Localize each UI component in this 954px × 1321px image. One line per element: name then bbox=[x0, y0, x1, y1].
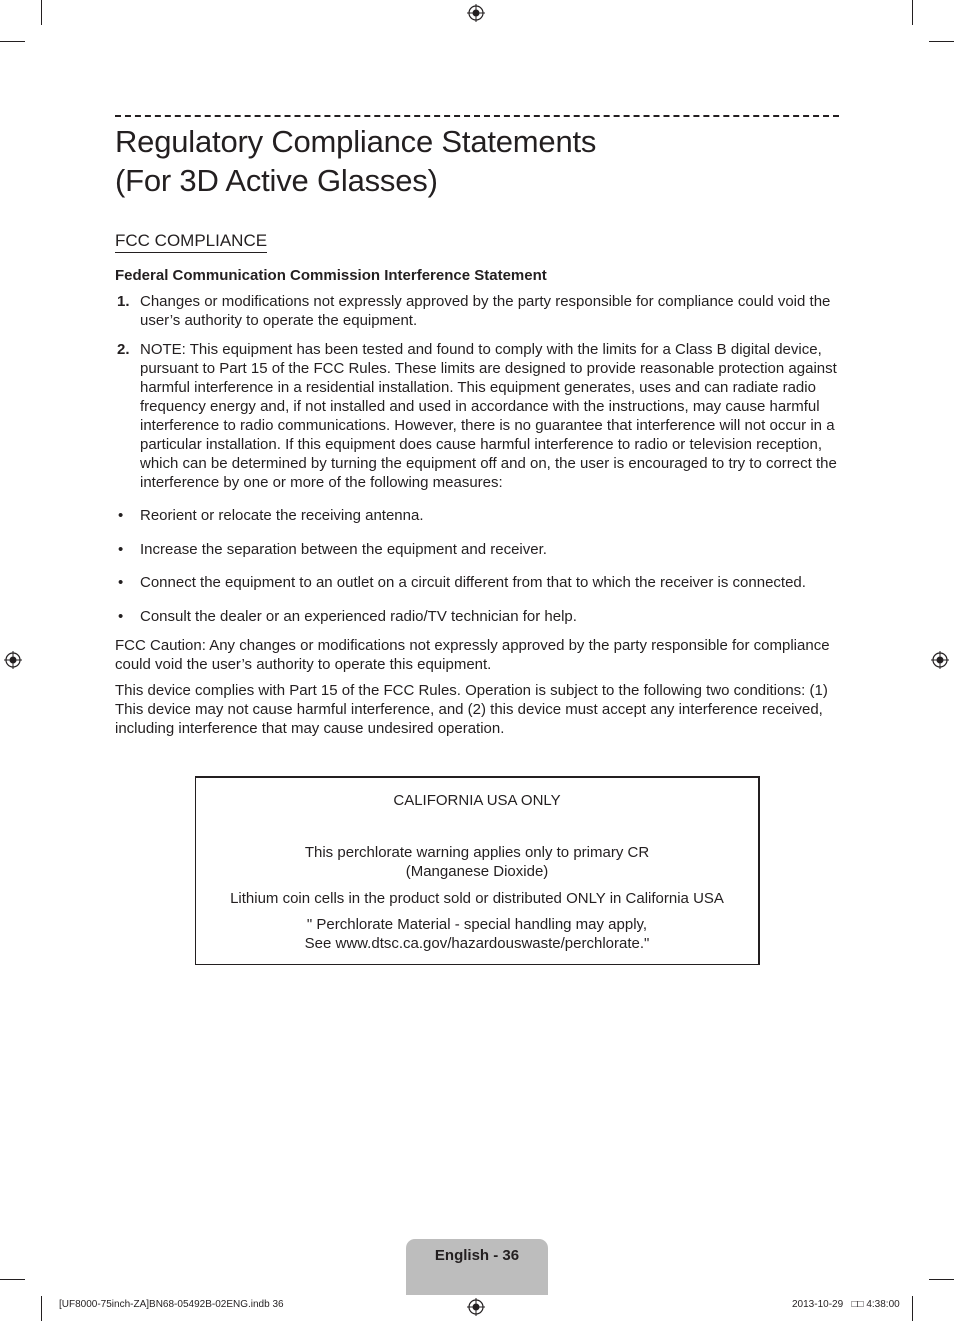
part15-paragraph: This device complies with Part 15 of the FCC Rules. Operation is subject to the following two conditions: (1) This device may not cause harmful interference, and (2) this device must accept any interference received, including interference that may cause undesired operation. bbox=[115, 682, 828, 737]
item-number: 2. bbox=[117, 341, 130, 358]
bullet-text: Consult the dealer or an experienced radio/TV technician for help. bbox=[140, 608, 577, 625]
page-number-label: English - 36 bbox=[434, 1247, 520, 1264]
bullet-text: Reorient or relocate the receiving antenna. bbox=[140, 507, 424, 524]
bullet-item bbox=[115, 506, 841, 525]
perchlorate-line-5: See www.dtsc.ca.gov/hazardouswaste/perchlorate." bbox=[304, 935, 650, 952]
california-heading: CALIFORNIA USA ONLY bbox=[393, 792, 561, 809]
page-title bbox=[115, 122, 596, 200]
title-dashed-rule bbox=[115, 115, 839, 117]
file-slug: [UF8000-75inch-ZA]BN68-05492B-02ENG.indb 36 bbox=[59, 1299, 284, 1310]
bullet-dot: • bbox=[118, 608, 124, 625]
registration-mark-icon bbox=[4, 651, 22, 669]
bullet-dot: • bbox=[118, 507, 124, 524]
registration-mark-icon bbox=[467, 4, 485, 22]
bullet-text: Connect the equipment to an outlet on a circuit different from that to which the receiver is connected. bbox=[140, 574, 806, 591]
page-title-line-2: (For 3D Active Glasses) bbox=[115, 163, 438, 198]
numbered-item-1 bbox=[115, 292, 841, 330]
registration-mark-icon bbox=[467, 1298, 485, 1316]
perchlorate-line-2: (Manganese Dioxide) bbox=[405, 863, 549, 880]
crop-mark-bottom-left-horizontal bbox=[0, 1279, 25, 1280]
subheading-fcc-interference-statement: Federal Communication Commission Interference Statement bbox=[115, 267, 547, 284]
item-number: 1. bbox=[117, 293, 130, 310]
perchlorate-line-1: This perchlorate warning applies only to primary CR bbox=[304, 844, 650, 861]
crop-mark-top-right-horizontal bbox=[929, 41, 954, 42]
fcc-caution-text: : Any changes or modifications not expressly approved by the party responsible for compliance could void the user’s authority to operate this equipment. bbox=[115, 637, 830, 673]
section-heading-fcc-compliance: FCC COMPLIANCE bbox=[115, 231, 267, 253]
perchlorate-line-4: " Perchlorate Material - special handling may apply, bbox=[306, 916, 648, 933]
crop-mark-top-left-vertical bbox=[41, 0, 42, 25]
fcc-caution-label: FCC Caution bbox=[115, 637, 202, 654]
item-text: Changes or modifications not expressly approved by the party responsible for compliance could void the user’s authority to operate the equipment. bbox=[140, 293, 831, 329]
bullet-text: Increase the separation between the equipment and receiver. bbox=[140, 541, 547, 558]
bullet-dot: • bbox=[118, 541, 124, 558]
note-label: NOTE bbox=[140, 341, 182, 358]
perchlorate-line-3: Lithium coin cells in the product sold or distributed ONLY in California USA bbox=[230, 890, 724, 907]
crop-mark-top-left-horizontal bbox=[0, 41, 25, 42]
bullet-item bbox=[115, 573, 841, 592]
print-timestamp: 2013-10-29 □□ 4:38:00 bbox=[792, 1299, 900, 1310]
page-number-tab bbox=[406, 1239, 548, 1295]
page-title-line-1: Regulatory Compliance Statements bbox=[115, 124, 597, 159]
item-text: : This equipment has been tested and found to comply with the limits for a Class B digital device, pursuant to Part 15 of the FCC Rules. These limits are designed to provide reasonable protection against harmful interference in a residential installation. This equipment generates, uses and can radiate radio frequency energy and, if not installed and used in accordance with the instructions, may cause harmful interference to radio communications. However, there is no guarantee that interference will not occur in a particular installation. If this equipment does cause harmful interference to radio or television reception, which can be determined by turning the equipment off and on, the user is encouraged to try to correct the interference by one or more of the following measures: bbox=[140, 341, 837, 491]
bullet-dot: • bbox=[118, 574, 124, 591]
bullet-item bbox=[115, 540, 841, 559]
california-notice-box bbox=[195, 776, 760, 965]
numbered-item-2 bbox=[115, 340, 841, 492]
bullet-item bbox=[115, 607, 841, 626]
crop-mark-bottom-left-vertical bbox=[41, 1296, 42, 1321]
crop-mark-bottom-right-horizontal bbox=[929, 1279, 954, 1280]
crop-mark-bottom-right-vertical bbox=[912, 1296, 913, 1321]
crop-mark-top-right-vertical bbox=[912, 0, 913, 25]
registration-mark-icon bbox=[931, 651, 949, 669]
item-body bbox=[140, 340, 841, 492]
fcc-caution-paragraph bbox=[115, 636, 841, 674]
